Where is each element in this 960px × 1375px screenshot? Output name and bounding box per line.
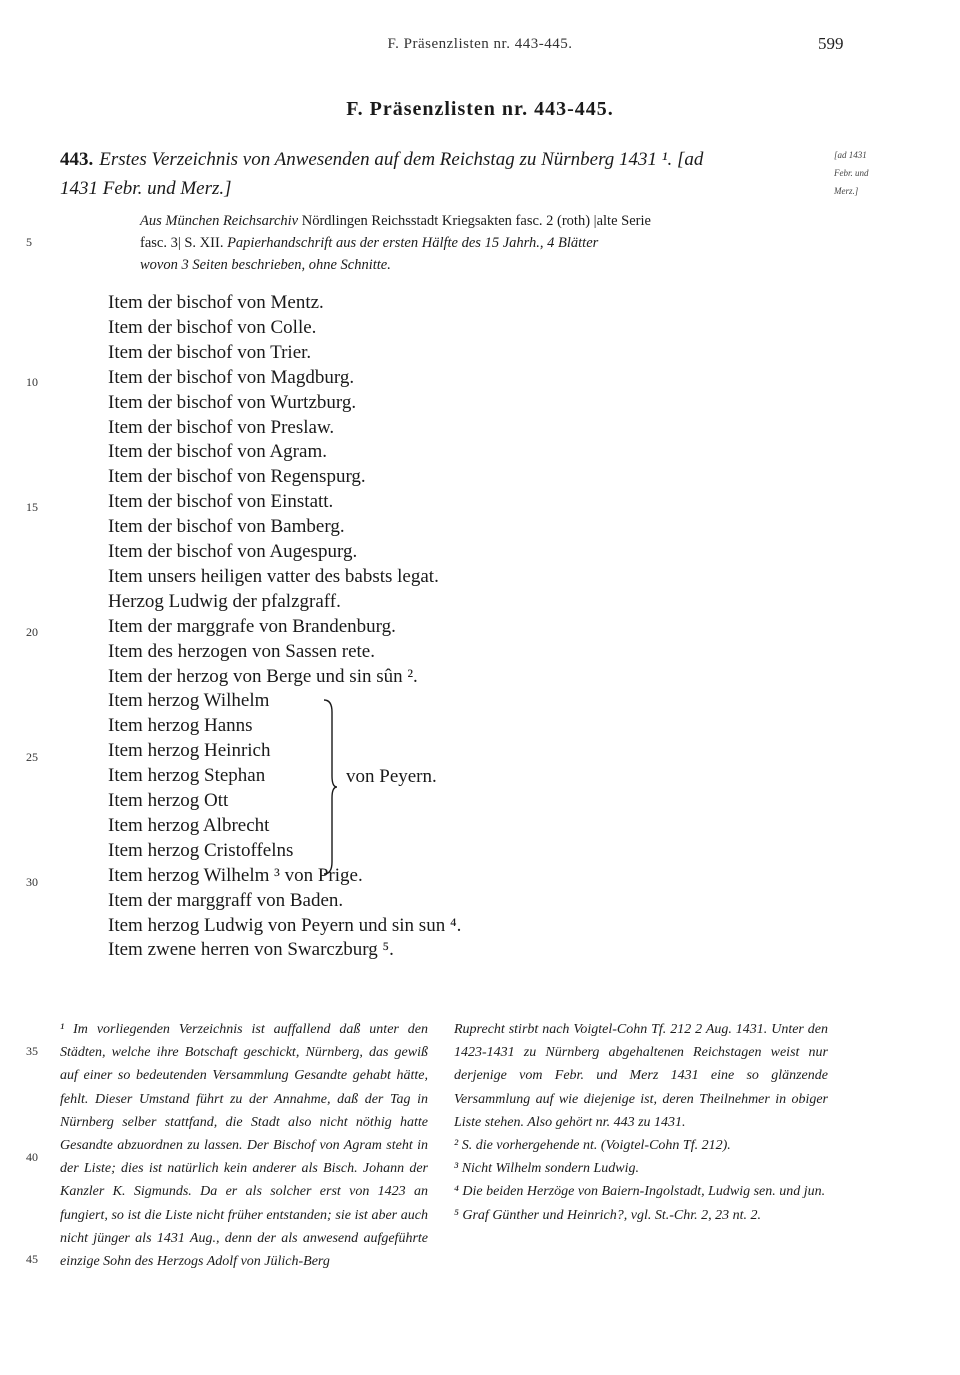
- entry-heading-line-1: [60, 145, 820, 174]
- line-number: 25: [26, 750, 38, 764]
- list-item: Item herzog Ludwig von Peyern und sin sun ⁴.: [108, 914, 462, 936]
- list-item: Item der bischof von Magdburg.: [108, 366, 355, 388]
- list-item: Item herzog Wilhelm: [108, 690, 270, 712]
- entry-heading: [60, 145, 820, 203]
- list-item: Item herzog Cristoffelns: [108, 839, 294, 861]
- source-details: Nördlingen Reichsstadt Kriegsakten fasc. 2 (roth) |alte Serie: [298, 213, 651, 229]
- section-title: F. Präsenzlisten nr. 443-445.: [346, 98, 614, 120]
- list-item: Item der bischof von Colle.: [108, 316, 317, 338]
- line-number: 30: [26, 875, 38, 889]
- footnote-2: ² S. die vorhergehende nt. (Voigtel-Cohn Tf. 212).: [454, 1138, 731, 1154]
- footnotes-right-column: [454, 1018, 828, 1227]
- list-item: Item herzog Heinrich: [108, 740, 271, 762]
- list-item: Item der herzog von Berge und sin sûn ².: [108, 665, 418, 687]
- list-item: Item der bischof von Wurtzburg.: [108, 391, 357, 413]
- entry-heading-line-2: 1431 Febr. und Merz.]: [60, 178, 232, 199]
- list-item: Item der marggrafe von Brandenburg.: [108, 615, 396, 637]
- curly-brace-icon: [322, 698, 338, 876]
- source-note: [140, 210, 830, 276]
- list-item: Item der bischof von Mentz.: [108, 292, 324, 313]
- source-description: Papierhandschrift aus der ersten Hälfte des 15 Jahrh., 4 Blätter: [227, 235, 599, 251]
- list-item: Item der bischof von Preslaw.: [108, 416, 335, 438]
- list-item: Item herzog Ott: [108, 790, 229, 811]
- footnote-3: ³ Nicht Wilhelm sondern Ludwig.: [454, 1161, 640, 1177]
- list-item: Item unsers heiligen vatter des babsts legat.: [108, 565, 439, 587]
- footnotes-left-column: [60, 1018, 428, 1273]
- list-item: Item der bischof von Einstatt.: [108, 491, 334, 513]
- footnote-1-continued: Ruprecht stirbt nach Voigtel-Cohn Tf. 212 2 Aug. 1431. Unter den 1423-1431 zu Nürnberg abgehaltenen Reichstagen weist nur derjenige vom Febr. und Merz 1431 eine so glänzende Versammlung auf wie diejenige ist, deren Theilnehmer in obiger Liste stehen. Also gehört nr. 443 zu 1431.: [454, 1022, 828, 1130]
- list-item: Item herzog Stephan: [108, 765, 266, 787]
- list-item: Item zwene herren von Swarczburg ⁵.: [108, 939, 394, 961]
- line-number: 5: [26, 235, 32, 249]
- footnote-line-number: 40: [26, 1150, 38, 1164]
- source-fascicle: fasc. 3| S. XII.: [140, 235, 228, 251]
- footnote-line-number: 45: [26, 1252, 38, 1266]
- footnote-1: ¹ Im vorliegenden Verzeichnis ist auffallend daß unter den Städten, welche ihre Botschaft geschickt, Nürnberg, das gewiß auf einer so bedeutenden Versammlung Gesandte gehabt hätte, fehlt. Dieser Umstand führt zu der Annahme, daß der Tag in Nürnberg selber stattfand, die Stadt also nicht nöthig hatte Gesandte abzuordnen zu lassen. Der Bischof von Agram steht in der Liste; dies ist natürlich kein anderer als Bisch. Johann der Kanzler K. Sigmunds. Da er als solcher erst von 1423 an fungiert, so ist die Liste nicht früher entstanden; sie ist aber auch nicht jünger als 1431 Aug., denn der als anwesend aufgeführte einzige Sohn des Herzogs Adolf von Jülich-Berg: [60, 1022, 428, 1270]
- list-item: Item des herzogen von Sassen rete.: [108, 640, 375, 662]
- brace-label: von Peyern.: [346, 766, 437, 787]
- list-item: Item der bischof von Trier.: [108, 341, 312, 363]
- list-item: Item der bischof von Agram.: [108, 441, 327, 463]
- line-number: 15: [26, 500, 38, 514]
- source-line-1: [140, 210, 830, 232]
- line-number: 10: [26, 375, 38, 389]
- footnote-line-number: 35: [26, 1044, 38, 1058]
- list-item: Item der bischof von Bamberg.: [108, 516, 345, 538]
- list-item: Herzog Ludwig der pfalzgraff.: [108, 590, 341, 612]
- page-number: 599: [818, 34, 844, 53]
- list-item: Item der bischof von Regenspurg.: [108, 466, 366, 488]
- list-item: Item herzog Hanns: [108, 715, 253, 737]
- margin-note: [ad 1431 Febr. und Merz.]: [834, 150, 869, 196]
- list-item: Item herzog Albrecht: [108, 814, 270, 836]
- running-title: F. Präsenzlisten nr. 443-445.: [387, 36, 573, 52]
- source-line-3: wovon 3 Seiten beschrieben, ohne Schnitte.: [140, 257, 391, 273]
- footnote-4: ⁴ Die beiden Herzöge von Baiern-Ingolstadt, Ludwig sen. und jun.: [454, 1184, 826, 1200]
- entry-number: 443.: [60, 149, 94, 170]
- line-number: 20: [26, 625, 38, 639]
- footnote-5: ⁵ Graf Günther und Heinrich?, vgl. St.-Chr. 2, 23 nt. 2.: [454, 1207, 762, 1223]
- entry-heading-text-1: Erstes Verzeichnis von Anwesenden auf dem Reichstag zu Nürnberg 1431 ¹. [ad: [99, 149, 704, 170]
- list-item: Item der marggraff von Baden.: [108, 889, 344, 911]
- list-item: Item herzog Wilhelm ³ von Prige.: [108, 864, 363, 886]
- source-archive: Aus München Reichsarchiv: [140, 213, 299, 229]
- list-item: Item der bischof von Augespurg.: [108, 541, 358, 562]
- source-line-2: [140, 232, 830, 254]
